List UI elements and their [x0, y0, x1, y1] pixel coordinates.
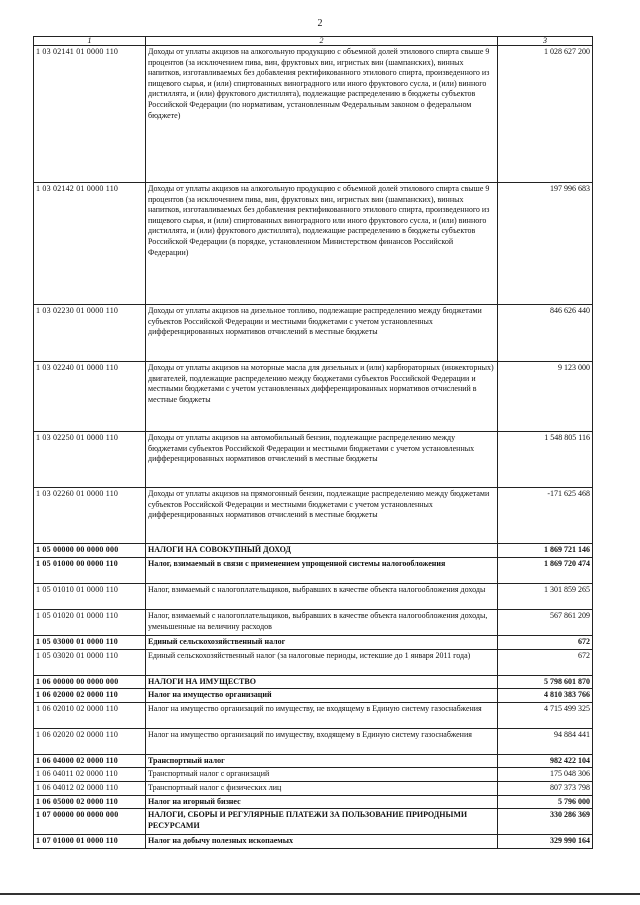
row-code: 1 06 04012 02 0000 110	[34, 781, 146, 795]
row-code: 1 05 01000 00 0000 110	[34, 558, 146, 584]
table-row	[34, 649, 593, 675]
row-name: Доходы от уплаты акцизов на алкогольную продукцию с объемной долей этилового спирта свыше 9 процентов (за исключением пива, вин, фруктовых вин, игристых вин (шампанских), винных напитков, изготавливаемых без добавления ректификованного этилового спирта, произведенного из пищевого сырья, и (или) спиртованных виноградного или иного фруктового сусла, и (или) винного дистиллята, и (или) фруктового дистиллята), подлежащие распределению в бюджеты субъектов Российской Федерации (по нормативам, установленным Федеральным законом о федеральном бюджете)	[146, 46, 498, 183]
row-amount: 5 796 000	[498, 795, 593, 809]
row-name: Доходы от уплаты акцизов на моторные масла для дизельных и (или) карбюраторных (инжекторных) двигателей, подлежащие распределению между бюджетами субъектов Российской Федерации и местными бюджетами с учетом установленных дифференцированных нормативов отчислений в местные бюджеты	[146, 362, 498, 432]
row-name: НАЛОГИ НА СОВОКУПНЫЙ ДОХОД	[146, 544, 498, 558]
table-row	[34, 675, 593, 689]
bottom-scan-edge	[0, 893, 640, 895]
row-name: Налог, взимаемый в связи с применением упрощенной системы налогообложения	[146, 558, 498, 584]
table-row	[34, 488, 593, 544]
table-row	[34, 636, 593, 650]
row-amount: 9 123 000	[498, 362, 593, 432]
row-code: 1 07 01000 01 0000 110	[34, 835, 146, 849]
row-amount: 1 869 721 146	[498, 544, 593, 558]
row-amount: 982 422 104	[498, 754, 593, 768]
row-name: Транспортный налог с организаций	[146, 768, 498, 782]
row-amount: 1 869 720 474	[498, 558, 593, 584]
table-row	[34, 754, 593, 768]
row-name: Доходы от уплаты акцизов на дизельное топливо, подлежащие распределению между бюджетами субъектов Российской Федерации и местными бюджетами с учетом установленных дифференцированных нормативов отчислений в местные бюджеты	[146, 305, 498, 362]
row-amount: 672	[498, 636, 593, 650]
row-code: 1 06 00000 00 0000 000	[34, 675, 146, 689]
row-name: НАЛОГИ НА ИМУЩЕСТВО	[146, 675, 498, 689]
row-amount: 94 884 441	[498, 728, 593, 754]
row-amount: 197 996 683	[498, 183, 593, 305]
table-row	[34, 809, 593, 835]
header-col-name: 2	[146, 37, 498, 46]
row-name: Налог на игорный бизнес	[146, 795, 498, 809]
table-row	[34, 835, 593, 849]
row-amount: 1 301 859 265	[498, 584, 593, 610]
row-code: 1 06 04011 02 0000 110	[34, 768, 146, 782]
row-code: 1 07 00000 00 0000 000	[34, 809, 146, 835]
row-code: 1 03 02230 01 0000 110	[34, 305, 146, 362]
table-header-row	[34, 37, 593, 46]
table-row	[34, 702, 593, 728]
row-amount: 807 373 798	[498, 781, 593, 795]
row-code: 1 05 03020 01 0000 110	[34, 649, 146, 675]
row-amount: -171 625 468	[498, 488, 593, 544]
row-name: Налог на имущество организаций	[146, 689, 498, 703]
table-row	[34, 610, 593, 636]
row-code: 1 03 02250 01 0000 110	[34, 432, 146, 488]
table-row	[34, 728, 593, 754]
header-col-code: 1	[34, 37, 146, 46]
row-amount: 4 810 383 766	[498, 689, 593, 703]
row-code: 1 06 02010 02 0000 110	[34, 702, 146, 728]
row-amount: 5 798 601 870	[498, 675, 593, 689]
row-code: 1 03 02142 01 0000 110	[34, 183, 146, 305]
row-name: Налог на имущество организаций по имуществу, входящему в Единую систему газоснабжения	[146, 728, 498, 754]
row-code: 1 06 02000 02 0000 110	[34, 689, 146, 703]
row-code: 1 06 02020 02 0000 110	[34, 728, 146, 754]
row-code: 1 03 02141 01 0000 110	[34, 46, 146, 183]
row-code: 1 05 03000 01 0000 110	[34, 636, 146, 650]
row-amount: 175 048 306	[498, 768, 593, 782]
table-row	[34, 689, 593, 703]
row-code: 1 03 02260 01 0000 110	[34, 488, 146, 544]
row-name: Налог, взимаемый с налогоплательщиков, выбравших в качестве объекта налогообложения доходы, уменьшенные на величину расходов	[146, 610, 498, 636]
row-name: Единый сельскохозяйственный налог (за налоговые периоды, истекшие до 1 января 2011 года)	[146, 649, 498, 675]
row-amount: 846 626 440	[498, 305, 593, 362]
table-row	[34, 795, 593, 809]
row-name: Налог на имущество организаций по имуществу, не входящему в Единую систему газоснабжения	[146, 702, 498, 728]
table-row	[34, 305, 593, 362]
row-code: 1 06 04000 02 0000 110	[34, 754, 146, 768]
row-code: 1 03 02240 01 0000 110	[34, 362, 146, 432]
row-code: 1 05 01010 01 0000 110	[34, 584, 146, 610]
row-name: Доходы от уплаты акцизов на автомобильный бензин, подлежащие распределению между бюджетами субъектов Российской Федерации и местными бюджетами с учетом установленных дифференцированных нормативов отчислений в местные бюджеты	[146, 432, 498, 488]
row-name: Транспортный налог	[146, 754, 498, 768]
row-amount: 330 286 369	[498, 809, 593, 835]
row-amount: 1 028 627 200	[498, 46, 593, 183]
row-name: НАЛОГИ, СБОРЫ И РЕГУЛЯРНЫЕ ПЛАТЕЖИ ЗА ПОЛЬЗОВАНИЕ ПРИРОДНЫМИ РЕСУРСАМИ	[146, 809, 498, 835]
row-name: Налог, взимаемый с налогоплательщиков, выбравших в качестве объекта налогообложения доходы	[146, 584, 498, 610]
row-name: Налог на добычу полезных ископаемых	[146, 835, 498, 849]
row-name: Доходы от уплаты акцизов на прямогонный бензин, подлежащие распределению между бюджетами субъектов Российской Федерации и местными бюджетами с учетом установленных дифференцированных нормативов отчислений в местные бюджеты	[146, 488, 498, 544]
table-row	[34, 432, 593, 488]
row-amount: 329 990 164	[498, 835, 593, 849]
table-row	[34, 781, 593, 795]
row-name: Транспортный налог с физических лиц	[146, 781, 498, 795]
header-col-amount: 3	[498, 37, 593, 46]
row-name: Доходы от уплаты акцизов на алкогольную продукцию с объемной долей этилового спирта свыше 9 процентов (за исключением пива, вин, фруктовых вин, игристых вин (шампанских), винных напитков, изготавливаемых без добавления ректификованного этилового спирта, произведенного из пищевого сырья, и (или) спиртованных виноградного или иного фруктового сусла, и (или) винного дистиллята, и (или) фруктового дистиллята), подлежащие распределению в бюджеты субъектов Российской Федерации (в порядке, установленном Министерством финансов Российской Федерации)	[146, 183, 498, 305]
table-row	[34, 544, 593, 558]
row-amount: 567 861 209	[498, 610, 593, 636]
row-amount: 1 548 805 116	[498, 432, 593, 488]
row-code: 1 05 01020 01 0000 110	[34, 610, 146, 636]
table-row	[34, 183, 593, 305]
row-code: 1 06 05000 02 0000 110	[34, 795, 146, 809]
table-row	[34, 362, 593, 432]
row-name: Единый сельскохозяйственный налог	[146, 636, 498, 650]
budget-table	[33, 36, 593, 849]
table-row	[34, 558, 593, 584]
row-amount: 4 715 499 325	[498, 702, 593, 728]
page-number: 2	[317, 18, 323, 29]
row-amount: 672	[498, 649, 593, 675]
table-row	[34, 46, 593, 183]
table-row	[34, 768, 593, 782]
table-row	[34, 584, 593, 610]
row-code: 1 05 00000 00 0000 000	[34, 544, 146, 558]
